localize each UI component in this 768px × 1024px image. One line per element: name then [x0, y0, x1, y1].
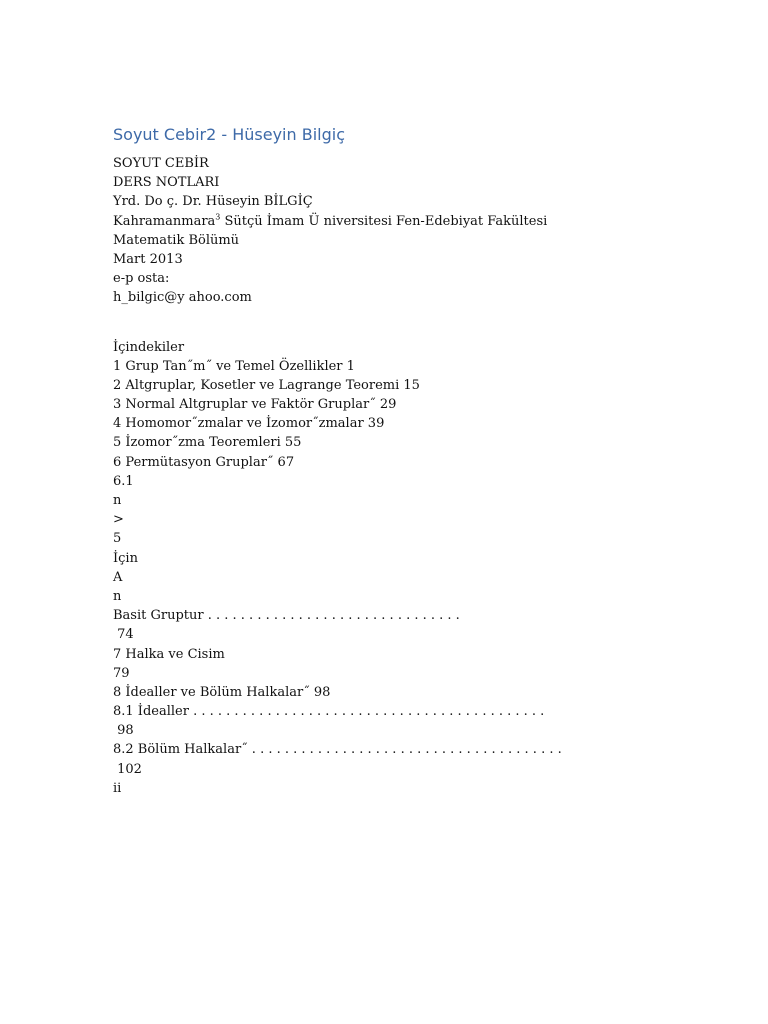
toc-line: 8.2 Bölüm Halkalar˝ . . . . . . . . . . . . . . . . . . . . . . . . . . . . . . . . . . . . . . [113, 742, 562, 758]
toc-heading: İçindekiler [113, 339, 185, 355]
toc-line: 102 [113, 761, 142, 777]
toc-line: 2 Altgruplar, Kosetler ve Lagrange Teoremi 15 [113, 377, 420, 393]
email-label: e-p osta: [113, 271, 170, 287]
affiliation-line [113, 212, 713, 231]
toc-line: 1 Grup Tan˝m˝ ve Temel Özellikler 1 [113, 358, 355, 374]
affiliation-superscript: 3 [215, 212, 221, 222]
spacer [113, 308, 713, 338]
toc-line: İçin [113, 550, 138, 566]
toc-line: 98 [113, 723, 134, 739]
toc-line: 5 [113, 531, 122, 547]
toc-line: n [113, 588, 122, 604]
toc-line: Basit Gruptur . . . . . . . . . . . . . . . . . . . . . . . . . . . . . . . [113, 608, 460, 624]
toc-line: 8 İdealler ve Bölüm Halkalar˝ 98 [113, 684, 331, 700]
email-address: h_bilgic@y ahoo.com [113, 290, 252, 306]
document-page [113, 124, 713, 798]
toc-line: 6.1 [113, 473, 134, 489]
toc-line: 79 [113, 665, 130, 681]
department-line: Matematik Bölümü [113, 232, 240, 248]
toc-line: 3 Normal Altgruplar ve Faktör Gruplar˝ 29 [113, 397, 397, 413]
title-block [113, 154, 713, 308]
affiliation-after: Sütçü İmam Ü niversitesi Fen-Edebiyat Fakültesi [220, 213, 548, 229]
toc-line: A [113, 569, 123, 585]
toc-line: > [113, 512, 124, 528]
toc-line: 5 İzomor˝zma Teoremleri 55 [113, 435, 302, 451]
toc-line: 8.1 İdealler . . . . . . . . . . . . . . . . . . . . . . . . . . . . . . . . . . . . . . . . . . . [113, 704, 545, 720]
page-number: ii [113, 780, 122, 796]
affiliation-before: Kahramanmara [113, 213, 216, 229]
toc-line: 4 Homomor˝zmalar ve İzomor˝zmalar 39 [113, 416, 385, 432]
table-of-contents [113, 338, 713, 799]
document-title: Soyut Cebir2 - Hüseyin Bilgiç [113, 125, 345, 144]
toc-line: 7 Halka ve Cisim [113, 646, 225, 662]
toc-line: n [113, 493, 122, 508]
toc-line: 74 [113, 627, 134, 643]
author-line: Yrd. Do ç. Dr. Hüseyin BİLGİÇ [113, 194, 313, 210]
header-line: SOYUT CEBİR [113, 156, 209, 171]
toc-line: 6 Permütasyon Gruplar˝ 67 [113, 454, 295, 470]
date-line: Mart 2013 [113, 251, 183, 267]
header-line: DERS NOTLARI [113, 175, 220, 191]
